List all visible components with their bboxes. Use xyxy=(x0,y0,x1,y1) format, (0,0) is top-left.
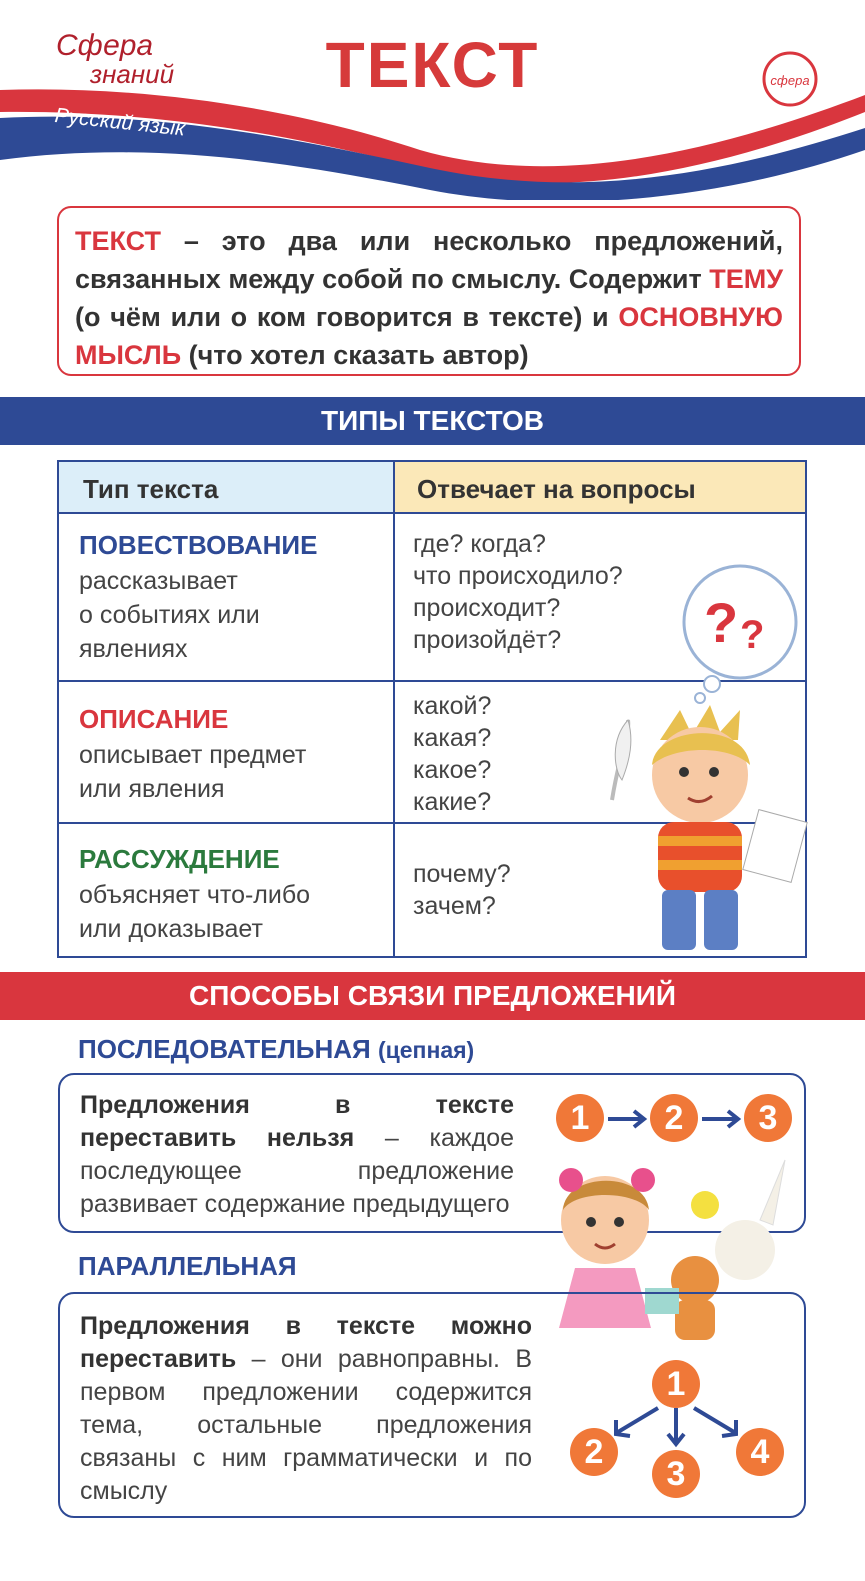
sequential-note: (цепная) xyxy=(377,1037,475,1063)
par-number-4: 4 xyxy=(736,1428,784,1476)
type-cell-description: ОПИСАНИЕ описывает предмет или явления xyxy=(57,680,395,824)
svg-text:?: ? xyxy=(704,591,739,654)
def-part1: – это два или несколько предложений, связанных между собой по смыслу. Содержит xyxy=(75,226,783,294)
type-name: ОПИСАНИЕ xyxy=(79,704,229,734)
boy-illustration xyxy=(600,560,810,960)
seq-number-1: 1 xyxy=(556,1094,604,1142)
seq-number-2: 2 xyxy=(650,1094,698,1142)
types-section-title: ТИПЫ ТЕКСТОВ xyxy=(0,397,865,445)
col-header-type: Тип текста xyxy=(57,460,395,514)
type-cell-narration: ПОВЕСТВОВАНИЕ рассказывает о событиях или явлениях xyxy=(57,512,395,682)
subject-label: Русский язык xyxy=(53,104,187,141)
type-name: ПОВЕСТВОВАНИЕ xyxy=(79,530,318,560)
def-part2: (о чём или о ком говорится в тексте) и xyxy=(75,302,619,332)
parallel-title: ПАРАЛЛЕЛЬНАЯ xyxy=(78,1251,297,1281)
parallel-text: – они равноправны. В первом предложении содержится тема, остальные предложения связаны с ним грамматически и по смыслу xyxy=(80,1345,532,1505)
par-number-2: 2 xyxy=(570,1428,618,1476)
par-arrows-icon xyxy=(600,1400,750,1450)
boy-figure-icon xyxy=(612,705,807,950)
sequential-title: ПОСЛЕДОВАТЕЛЬНАЯ (цепная) xyxy=(78,1034,475,1064)
badge-text: сфера xyxy=(770,73,810,88)
col-header-questions: Отвечает на вопросы xyxy=(393,460,807,514)
questions-cell-reasoning: почему? зачем? xyxy=(393,822,807,958)
questions-cell-narration: где? когда? что происходило? происходит? произойдёт? xyxy=(393,512,807,682)
sequential-text: – каждое последующее предложение развивает содержание предыдущего xyxy=(80,1124,515,1218)
def-part3: (что хотел сказать автор) xyxy=(181,340,529,370)
questions-cell-description: какой? какая? какое? какие? xyxy=(393,680,807,824)
links-section-title: СПОСОБЫ СВЯЗИ ПРЕДЛОЖЕНИЙ xyxy=(0,972,865,1020)
logo-line1: Сфера xyxy=(56,29,154,62)
par-number-3: 3 xyxy=(652,1450,700,1498)
page-title: ТЕКСТ xyxy=(325,29,540,101)
def-idea: ОСНОВНУЮ МЫСЛЬ xyxy=(75,302,783,370)
logo-line2: знаний xyxy=(90,59,175,89)
par-number-1: 1 xyxy=(652,1360,700,1408)
type-cell-reasoning: РАССУЖДЕНИЕ объясняет что-либо или доказывает xyxy=(57,822,395,958)
sequential-bold: Предложения в тексте переставить нельзя xyxy=(80,1091,514,1152)
type-name: РАССУЖДЕНИЕ xyxy=(79,844,280,874)
definition-box xyxy=(57,206,801,376)
seq-arrows-icon xyxy=(604,1104,744,1134)
def-theme: ТЕМУ xyxy=(709,264,783,294)
seq-number-3: 3 xyxy=(744,1094,792,1142)
svg-text:?: ? xyxy=(740,613,765,657)
def-term: ТЕКСТ xyxy=(75,226,161,256)
parallel-bold: Предложения в тексте можно переставить xyxy=(80,1312,532,1373)
thought-bubble-icon xyxy=(684,566,796,703)
